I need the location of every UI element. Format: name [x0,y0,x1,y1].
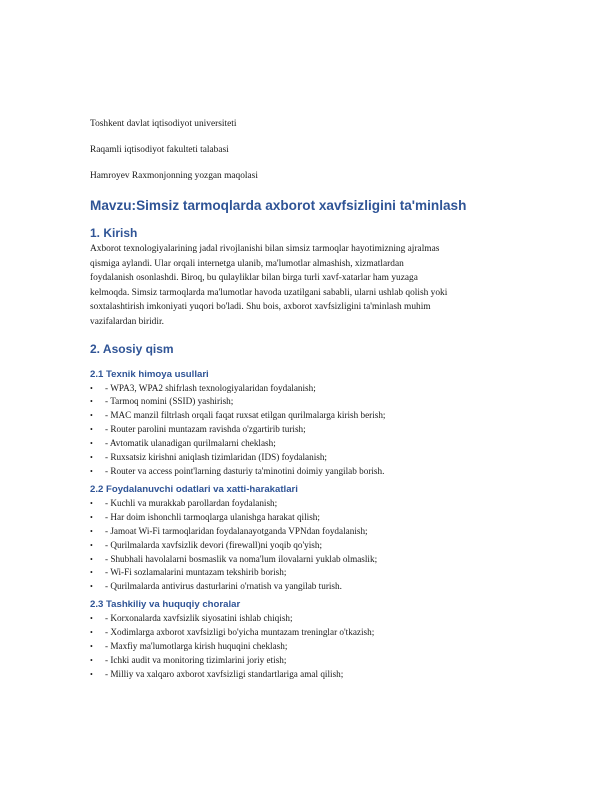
list-item-text: - Kuchli va murakkab parollardan foydalanish; [105,497,278,508]
bullet-icon: • [90,425,93,435]
bullet-icon: • [90,439,93,449]
bullet-icon: • [90,655,93,665]
bullet-icon: • [90,628,93,638]
list-item-text: - Tarmoq nomini (SSID) yashirish; [105,396,234,407]
list-item [90,553,530,567]
bullet-icon: • [90,397,93,407]
intro-line: Axborot texnologiyalarining jadal rivojlanishi bilan simsiz tarmoqlar hayotimizning ajralmas [90,243,440,254]
bullet-icon: • [90,466,93,476]
list-item-text: - Ichki audit va monitoring tizimlarini joriy etish; [105,654,287,665]
bullet-icon: • [90,512,93,522]
list-item [90,525,530,539]
list-item [90,539,530,553]
bullet-icon: • [90,582,93,592]
list-item-text: - Router va access point'larning dasturiy ta'minotini doimiy yangilab borish. [105,465,385,476]
list-item-text: - Avtomatik ulanadigan qurilmalarni cheklash; [105,438,276,449]
list-item [90,465,530,479]
list-item [90,580,530,594]
bullet-icon: • [90,526,93,536]
bullet-icon: • [90,554,93,564]
intro-line: foydalanish osonlashdi. Biroq, bu qulayliklar bilan birga turli xavf-xatarlar ham yuzaga [90,273,418,284]
list-item-text: - Korxonalarda xavfsizlik siyosatini ishlab chiqish; [105,613,293,624]
bullet-list [90,497,530,594]
list-item [90,437,530,451]
intro-line: qismiga aylandi. Ular orqali internetga ulanib, ma'lumotlar almashish, xizmatlardan [90,258,404,269]
bullet-icon: • [90,383,93,393]
bullet-list [90,382,530,479]
university-line: Toshkent davlat iqtisodiyot universiteti [90,119,237,129]
intro-line: vazifalardan biridir. [90,316,164,327]
bullet-list [90,612,530,682]
list-item-text: - WPA3, WPA2 shifrlash texnologiyalaridan foydalanish; [105,382,316,393]
intro-line: soxtalashtirish imkoniyati yuqori bo'ladi. Shu bois, axborot xavfsizligini ta'minlash muhim [90,302,431,313]
document-content [90,117,530,682]
section-heading: 2.3 Tashkiliy va huquqiy choralar [90,599,241,611]
author-line: Hamroyev Raxmonjonning yozgan maqolasi [90,171,258,182]
bullet-icon: • [90,568,93,578]
list-item-text: - Jamoat Wi-Fi tarmoqlaridan foydalanayotganda VPNdan foydalanish; [105,525,368,536]
list-item-text: - Xodimlarga axborot xavfsizligi bo'yicha muntazam treninglar o'tkazish; [105,627,375,638]
bullet-icon: • [90,540,93,550]
list-item-text: - Ruxsatsiz kirishni aniqlash tizimlaridan (IDS) foydalanish; [105,452,327,463]
list-item-text: - Router parolini muntazam ravishda o'zgartirib turish; [105,424,306,435]
bullet-icon: • [90,453,93,463]
intro-heading: 1. Kirish [90,225,138,240]
section-heading: 2.2 Foydalanuvchi odatlari va xatti-harakatlari [90,483,298,495]
list-item [90,382,530,396]
list-item [90,511,530,525]
section-heading: 2.1 Texnik himoya usullari [90,368,209,380]
list-item-text: - Maxfiy ma'lumotlarga kirish huquqini cheklash; [105,641,288,652]
bullet-icon: • [90,614,93,624]
list-item [90,654,530,668]
list-item-text: - Qurilmalarda antivirus dasturlarini o'rnatish va yangilab turish. [105,581,342,592]
list-item-text: - Har doim ishonchli tarmoqlarga ulanishga harakat qilish; [105,511,320,522]
intro-line: kelmoqda. Simsiz tarmoqlarda ma'lumotlar havoda uzatilgani sababli, ularni ushlab qolish yoki [90,287,448,298]
bullet-icon: • [90,642,93,652]
list-item-text: - Wi-Fi sozlamalarini muntazam tekshirib borish; [105,567,287,578]
faculty-line: Raqamli iqtisodiyot fakulteti talabasi [90,145,229,156]
list-item [90,395,530,409]
list-item-text: - Shubhali havolalarni bosmaslik va noma'lum ilovalarni yuklab olmaslik; [105,553,378,564]
bullet-icon: • [90,498,93,508]
list-item-text: - MAC manzil filtrlash orqali faqat ruxsat etilgan qurilmalarga kirish berish; [105,410,386,421]
list-item [90,423,530,437]
main-heading: 2. Asosiy qism [90,341,174,356]
bullet-icon: • [90,411,93,421]
list-item-text: - Qurilmalarda xavfsizlik devori (firewall)ni yoqib qo'yish; [105,539,322,550]
list-item [90,409,530,423]
list-item [90,497,530,511]
list-item [90,566,530,580]
list-item-text: - Milliy va xalqaro axborot xavfsizligi standartlariga amal qilish; [105,668,344,679]
list-item [90,451,530,465]
list-item [90,626,530,640]
list-item [90,668,530,682]
document-title: Mavzu:Simsiz tarmoqlarda axborot xavfsizligini ta'minlash [90,197,467,213]
bullet-icon: • [90,669,93,679]
intro-paragraph [90,242,530,330]
list-item [90,612,530,626]
list-item [90,640,530,654]
